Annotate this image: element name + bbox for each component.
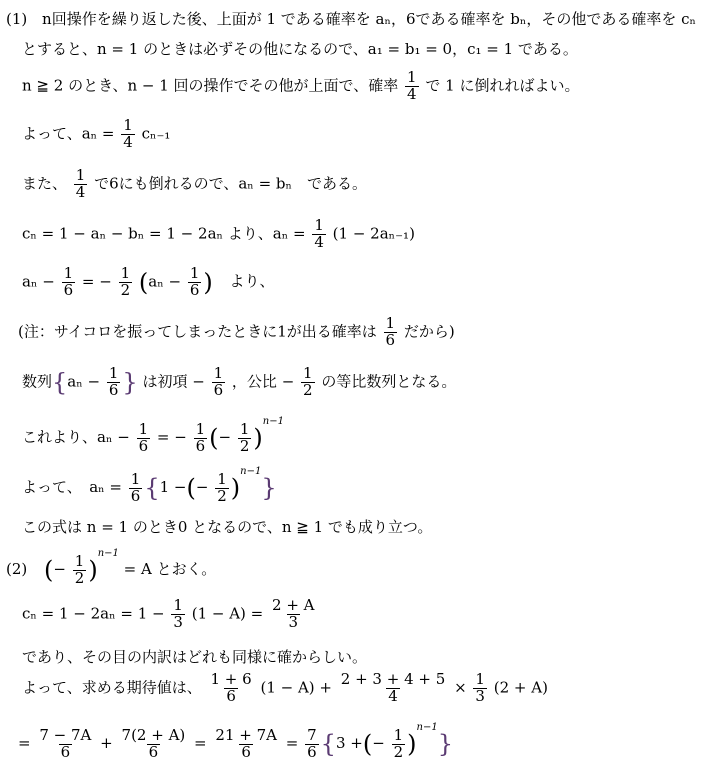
text-segment: aₙ − [67, 372, 101, 391]
paren-right: ) [230, 474, 241, 502]
part-label-1: (1) [6, 10, 28, 28]
text-segment: = [194, 734, 207, 752]
text-segment: ，公比 − [231, 372, 295, 391]
exponent: n−1 [240, 466, 262, 477]
numerator: 7 [307, 725, 317, 744]
denominator: 6 [226, 686, 236, 705]
line-2 [22, 38, 578, 59]
text-segment: − [218, 428, 232, 446]
numerator: 7(2 + A) [121, 725, 186, 744]
line-6 [22, 218, 415, 251]
text-segment: = − [81, 272, 112, 291]
denominator: 3 [288, 612, 299, 631]
text-segment: aₙ − [148, 272, 182, 291]
numerator: 1 [385, 314, 396, 332]
fraction [213, 725, 279, 761]
fraction [119, 266, 133, 299]
text-segment: − [372, 734, 385, 752]
numerator: 21 + 7A [215, 725, 277, 744]
fraction [129, 469, 143, 505]
brace-right: } [122, 368, 138, 397]
fraction [120, 725, 188, 761]
denominator: 3 [475, 686, 485, 705]
text-segment: 3 + [335, 734, 363, 752]
line-16 [22, 672, 548, 705]
fraction [405, 70, 419, 103]
numerator: 1 [393, 725, 404, 744]
text-segment: = A とおく。 [123, 560, 217, 578]
line-14 [22, 598, 319, 631]
denominator: 6 [148, 742, 159, 761]
fraction [37, 725, 93, 761]
brace-left: { [52, 368, 68, 397]
text-segment: は初項 − [142, 372, 205, 391]
text-segment: よって、aₙ = [22, 124, 115, 143]
text-segment: (1 − A) + [260, 678, 332, 697]
numerator: 1 [217, 469, 227, 488]
line-7 [22, 266, 275, 299]
exponent: n−1 [262, 416, 284, 427]
numerator: 1 [407, 68, 417, 86]
fraction [74, 168, 88, 201]
text-segment: − [53, 560, 66, 578]
denominator: 4 [407, 84, 417, 103]
numerator: 1 [475, 670, 485, 688]
numerator: 1 [189, 264, 200, 282]
fraction [107, 366, 121, 399]
fraction [301, 366, 315, 399]
line-4 [22, 118, 170, 151]
fraction [73, 551, 87, 587]
fraction [188, 266, 202, 299]
paren-left: ( [44, 556, 54, 584]
text-segment: = [18, 734, 31, 752]
line-3 [22, 70, 579, 103]
fraction [384, 316, 398, 349]
numerator: 1 [108, 364, 119, 382]
text-segment: (1 − A) = [191, 604, 264, 623]
text-segment: 1 − [159, 478, 187, 496]
paren-right: ) [253, 424, 263, 452]
fraction [212, 366, 226, 399]
paren-left: ( [362, 730, 373, 758]
line-13 [6, 548, 216, 586]
denominator: 6 [60, 742, 71, 761]
denominator: 4 [75, 182, 86, 201]
numerator: 1 [213, 364, 224, 382]
line-1 [6, 8, 696, 29]
numerator: 1 [173, 596, 183, 614]
paren-right: ) [88, 556, 98, 584]
denominator: 4 [388, 686, 398, 705]
line-12 [22, 516, 432, 537]
denominator: 6 [385, 330, 396, 349]
definition-text: n回操作を繰り返した後、上面が 1 である確率を aₙ，6である確率を bₙ，その他である確率を cₙ [42, 10, 697, 28]
note-text: だから) [403, 322, 455, 341]
denominator: 2 [120, 280, 131, 299]
exponent: n−1 [97, 548, 119, 559]
numerator: 7 − 7A [39, 725, 92, 744]
paren-right: ) [407, 730, 417, 758]
fraction [473, 672, 487, 705]
text-segment: cₙ = 1 − 2aₙ = 1 − [22, 604, 165, 623]
text-segment: + [100, 734, 113, 752]
fraction [121, 118, 135, 151]
denominator: 6 [307, 742, 317, 761]
brace-left: { [320, 730, 336, 758]
denominator: 2 [217, 486, 227, 505]
line-17 [18, 722, 453, 760]
denominator: 6 [241, 742, 251, 761]
numerator: 1 [75, 166, 86, 184]
text-segment: = − [156, 428, 187, 446]
text-segment: − [195, 478, 209, 496]
denominator: 4 [123, 132, 133, 151]
fraction [238, 419, 252, 455]
text-segment: cₙ = 1 − aₙ − bₙ = 1 − 2aₙ より、aₙ = [22, 224, 306, 243]
line-5 [22, 168, 367, 201]
fraction [339, 672, 448, 705]
text-segment: = [285, 734, 299, 752]
line-15 [22, 646, 367, 667]
denominator: 2 [74, 568, 85, 587]
denominator: 6 [63, 280, 74, 299]
part-label-2: (2) [6, 560, 28, 578]
text-segment: × [454, 678, 467, 697]
denominator: 6 [130, 486, 141, 505]
text-segment: 数列 [22, 372, 53, 391]
numerator: 2 + A [272, 596, 315, 614]
initial-condition-text: とすると、n = 1 のときは必ずその他になるので、a₁ = b₁ = 0，c₁ = 1 である。 [22, 40, 578, 58]
brace-right: } [437, 730, 453, 758]
text-segment: で 1 に倒れればよい。 [425, 76, 580, 95]
fraction [171, 598, 185, 631]
text-segment: n ≧ 2 のとき、n − 1 回の操作でその他が上面で、確率 [22, 76, 399, 95]
numerator: 1 [63, 264, 74, 282]
denominator: 6 [195, 436, 206, 455]
numerator: 1 [303, 364, 313, 382]
fraction [312, 218, 326, 251]
line-8 [18, 316, 455, 349]
fraction [270, 598, 316, 631]
text-segment: また、 [22, 174, 68, 193]
numerator: 1 + 6 [210, 670, 252, 688]
fraction [62, 266, 76, 299]
brace-left: { [144, 474, 160, 502]
text-segment: (2 + A) [493, 678, 548, 697]
text-segment: より、 [229, 272, 275, 291]
text-segment: cₙ₋₁ [141, 124, 171, 143]
exponent: n−1 [416, 722, 438, 733]
denominator: 4 [314, 232, 324, 251]
fraction [194, 419, 208, 455]
fraction [305, 725, 319, 761]
denominator: 3 [173, 612, 183, 631]
line-9 [22, 366, 456, 399]
numerator: 1 [130, 469, 141, 488]
numerator: 1 [239, 419, 250, 438]
text-segment: (1 − 2aₙ₋₁) [332, 224, 415, 243]
numerator: 1 [120, 264, 131, 282]
brace-right: } [261, 474, 277, 502]
numerator: 1 [314, 216, 324, 234]
text-segment: であり、その目の内訳はどれも同様に確からしい。 [22, 648, 368, 666]
denominator: 6 [213, 380, 224, 399]
denominator: 6 [108, 380, 119, 399]
paren-left: ( [138, 268, 149, 297]
numerator: 1 [74, 551, 85, 570]
denominator: 6 [189, 280, 200, 299]
numerator: 1 [123, 116, 133, 134]
text-segment: よって、 aₙ = [22, 478, 122, 496]
paren-left: ( [186, 474, 196, 502]
fraction [208, 672, 253, 705]
text-segment: よって、求める期待値は、 [22, 678, 202, 697]
denominator: 2 [239, 436, 250, 455]
text-segment: aₙ − [22, 272, 55, 291]
line-11 [22, 466, 277, 504]
validity-text: この式は n = 1 のとき0 となるので、n ≧ 1 でも成り立つ。 [22, 518, 433, 536]
text-segment: の等比数列となる。 [321, 372, 457, 391]
paren-right: ) [203, 268, 213, 297]
denominator: 6 [138, 436, 149, 455]
paren-left: ( [209, 424, 219, 452]
numerator: 2 + 3 + 4 + 5 [340, 670, 446, 688]
numerator: 1 [195, 419, 206, 438]
numerator: 1 [138, 419, 149, 438]
line-10 [22, 416, 284, 454]
denominator: 2 [303, 380, 313, 399]
fraction [137, 419, 151, 455]
fraction [392, 725, 406, 761]
note-text: (注：サイコロを振ってしまったときに1が出る確率は [18, 322, 377, 341]
text-segment: これより、aₙ − [22, 428, 130, 446]
text-segment: で6にも倒れるので、aₙ = bₙ である。 [94, 174, 367, 193]
fraction [215, 469, 229, 505]
denominator: 2 [393, 742, 404, 761]
